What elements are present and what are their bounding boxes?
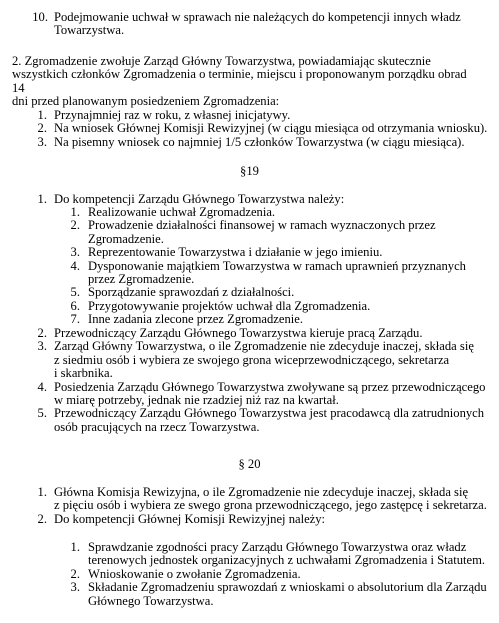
list-item: 3. Reprezentowanie Towarzystwa i działanie w jego imieniu. xyxy=(70,245,383,260)
list-item-10 xyxy=(0,11,499,38)
list-item: 7. Inne zadania zlecone przez Zgromadzenie. xyxy=(70,312,304,327)
list-item: 2. Do kompetencji Głównej Komisji Rewizyjnej należy: xyxy=(37,511,326,526)
list-item: 2. Przewodniczący Zarządu Głównego Towarzystwa kieruje pracą Zarządu. xyxy=(37,326,423,340)
list-text-line: Podejmowanie uchwał w sprawach nie należących do kompetencji innych władz xyxy=(54,10,461,24)
list-item: 5. Sporządzanie sprawozdań z działalności. xyxy=(70,285,295,300)
paragraph-line: wszystkich członków Zgromadzenia o terminie, miejscu i proponowanym porządku obrad 14 xyxy=(12,67,467,95)
section-19-rest xyxy=(0,327,499,434)
list-item: 6. Przygotowywanie projektów uchwał dla Zgromadzenia. xyxy=(70,298,371,313)
section-20-sublist xyxy=(0,541,499,608)
convening-list xyxy=(0,109,499,149)
list-item: 4. Posiedzenia Zarządu Głównego Towarzystwa zwoływane są przez przewodniczącego w miarę potrzeby, jednak nie rzadziej niż raz na kwartał. xyxy=(37,379,486,408)
section-20-list xyxy=(0,486,499,526)
list-item: 1. Realizowanie uchwał Zgromadzenia. xyxy=(70,205,276,219)
list-item: 5. Przewodniczący Zarządu Głównego Towarzystwa jest pracodawcą dla zatrudnionych osób pracujących na rzecz Towarzystwa. xyxy=(37,406,485,434)
list-item: 2. Na wniosek Głównej Komisji Rewizyjnej (w ciągu miesiąca od otrzymania wniosku). xyxy=(37,121,488,136)
section-19-item-1: 1. Do kompetencji Zarządu Głównego Towarzystwa należy: xyxy=(37,192,345,206)
list-item: 3. Składanie Zgromadzeniu sprawozdań z wnioskami o absolutorium dla Zarządu Głównego Towarzystwa. xyxy=(70,580,487,608)
list-item: 1. Przynajmniej raz w roku, z własnej inicjatywy. xyxy=(37,108,291,122)
section-19-sublist xyxy=(0,206,499,327)
list-item: 1. Sprawdzanie zgodności pracy Zarządu Głównego Towarzystwa oraz władz terenowych jednostek organizacyjnych z uchwałami Zgromadzenia i Statutem. xyxy=(70,540,486,568)
section-heading-20: § 20 xyxy=(238,457,261,471)
paragraph-line: 2. Zgromadzenie zwołuje Zarząd Główny Towarzystwa, powiadamiając skutecznie xyxy=(12,54,431,68)
list-text-line: Towarzystwa. xyxy=(54,23,125,38)
list-item: 3. Zarząd Główny Towarzystwa, o ile Zgromadzenie nie zdecyduje inaczej, składa się z siedmiu osób i wybiera ze swojego grona wiceprzewodniczącego, sekretarza i skarbnika. xyxy=(37,339,474,381)
list-item: 2. Prowadzenie działalności finansowej w ramach wyznaczonych przez Zgromadzenie. xyxy=(70,218,436,246)
list-item: 3. Na pisemny wniosek co najmniej 1/5 członków Towarzystwa (w ciągu miesiąca). xyxy=(37,134,465,149)
list-item: 4. Dysponowanie majątkiem Towarzystwa w ramach uprawnień przyznanych przez Zgromadzenie. xyxy=(70,258,466,287)
list-number: 10. xyxy=(32,10,48,24)
list-item: 1. Główna Komisja Rewizyjna, o ile Zgromadzenie nie zdecyduje inaczej, składa się z pięciu osób i wybiera ze swego grona przewodniczącego, jego zastępcę i sekretarza. xyxy=(37,485,487,513)
paragraph-line: dni przed planowanym posiedzeniem Zgromadzenia: xyxy=(12,94,280,109)
paragraph-2 xyxy=(12,55,482,109)
list-item: 2. Wnioskowanie o zwołanie Zgromadzenia. xyxy=(70,566,301,581)
section-heading-19: §19 xyxy=(240,164,259,178)
